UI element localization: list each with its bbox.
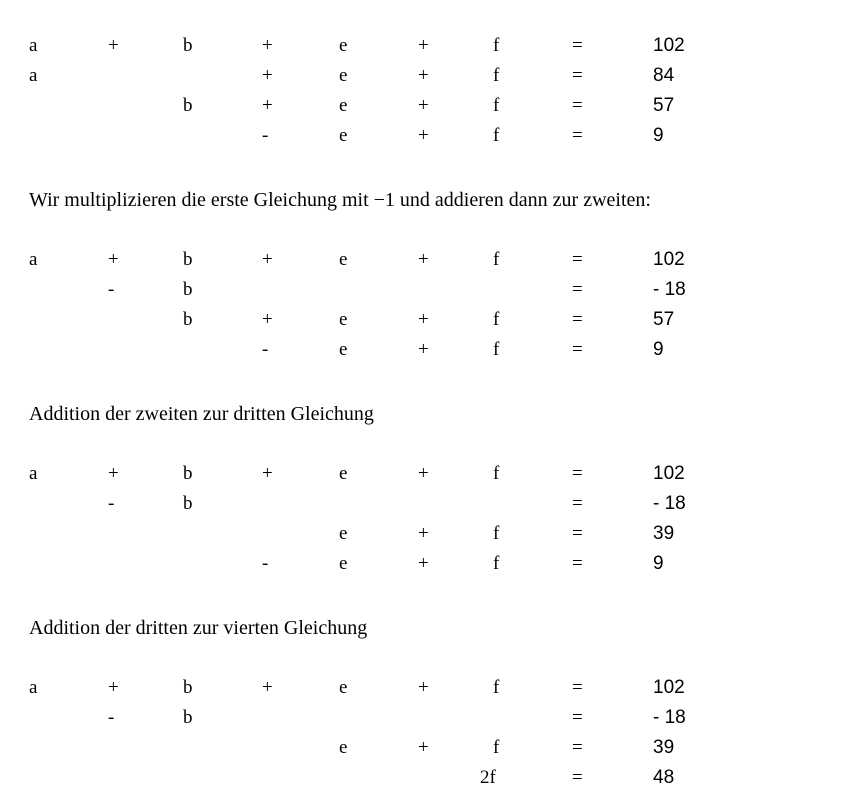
operator: + — [418, 35, 429, 56]
equation-row — [0, 459, 861, 489]
equation-system-1 — [0, 31, 861, 151]
term: f — [493, 125, 500, 146]
term: a — [29, 35, 38, 56]
operator: + — [108, 35, 119, 56]
operator: - — [108, 707, 115, 728]
equals-sign: = — [572, 767, 583, 788]
equals-sign: = — [572, 677, 583, 698]
operator: - — [262, 339, 269, 360]
operator: + — [108, 677, 119, 698]
equation-row — [0, 549, 861, 579]
term: f — [493, 249, 500, 270]
result-value: 102 — [653, 35, 685, 56]
result-value: 39 — [653, 737, 675, 758]
term: e — [339, 463, 348, 484]
term: e — [339, 737, 348, 758]
operator: + — [262, 309, 273, 330]
term: b — [183, 95, 193, 116]
result-value: 9 — [653, 125, 664, 146]
equation-system-2 — [0, 245, 861, 365]
equals-sign: = — [572, 553, 583, 574]
equation-row — [0, 245, 861, 275]
equals-sign: = — [572, 35, 583, 56]
equals-sign: = — [572, 95, 583, 116]
equals-sign: = — [572, 707, 583, 728]
explanation-text: Addition der zweiten zur dritten Gleichung — [29, 403, 374, 425]
term: f — [493, 677, 500, 698]
operator: - — [108, 279, 115, 300]
term: f — [493, 553, 500, 574]
term: 2f — [480, 767, 496, 788]
result-value: - 18 — [653, 493, 686, 514]
term: e — [339, 309, 348, 330]
term: b — [183, 309, 193, 330]
result-value: 9 — [653, 339, 664, 360]
equals-sign: = — [572, 279, 583, 300]
term: b — [183, 35, 193, 56]
explanation-text: Wir multiplizieren die erste Gleichung mit −1 und addieren dann zur zweiten: — [29, 189, 651, 211]
equals-sign: = — [572, 309, 583, 330]
operator: + — [418, 553, 429, 574]
result-value: 48 — [653, 767, 675, 788]
equation-row — [0, 61, 861, 91]
equation-row — [0, 121, 861, 151]
operator: + — [418, 463, 429, 484]
equation-row — [0, 733, 861, 763]
equation-system-4 — [0, 673, 861, 793]
equation-row — [0, 31, 861, 61]
term: f — [493, 523, 500, 544]
term: e — [339, 35, 348, 56]
result-value: 102 — [653, 677, 685, 698]
operator: + — [262, 65, 273, 86]
equation-row — [0, 673, 861, 703]
operator: + — [418, 737, 429, 758]
operator: + — [262, 249, 273, 270]
term: e — [339, 339, 348, 360]
term: a — [29, 677, 38, 698]
result-value: - 18 — [653, 707, 686, 728]
result-value: 9 — [653, 553, 664, 574]
operator: + — [108, 463, 119, 484]
operator: + — [418, 523, 429, 544]
operator: + — [262, 463, 273, 484]
term: e — [339, 65, 348, 86]
term: a — [29, 463, 38, 484]
equals-sign: = — [572, 523, 583, 544]
term: f — [493, 737, 500, 758]
equals-sign: = — [572, 463, 583, 484]
equation-row — [0, 91, 861, 121]
term: e — [339, 523, 348, 544]
term: f — [493, 339, 500, 360]
operator: - — [262, 125, 269, 146]
result-value: 57 — [653, 309, 675, 330]
result-value: 39 — [653, 523, 675, 544]
result-value: 102 — [653, 463, 685, 484]
operator: - — [108, 493, 115, 514]
term: b — [183, 677, 193, 698]
operator: + — [418, 677, 429, 698]
equation-row — [0, 305, 861, 335]
result-value: 84 — [653, 65, 675, 86]
equation-row — [0, 489, 861, 519]
operator: + — [418, 339, 429, 360]
result-value: - 18 — [653, 279, 686, 300]
term: f — [493, 463, 500, 484]
term: b — [183, 463, 193, 484]
equals-sign: = — [572, 737, 583, 758]
equation-row — [0, 703, 861, 733]
equals-sign: = — [572, 125, 583, 146]
equation-row — [0, 275, 861, 305]
result-value: 57 — [653, 95, 675, 116]
equation-row — [0, 335, 861, 365]
term: f — [493, 309, 500, 330]
operator: + — [262, 35, 273, 56]
term: e — [339, 95, 348, 116]
term: f — [493, 35, 500, 56]
term: a — [29, 65, 38, 86]
equals-sign: = — [572, 65, 583, 86]
term: e — [339, 125, 348, 146]
operator: + — [418, 95, 429, 116]
explanation-text: Addition der dritten zur vierten Gleichung — [29, 617, 368, 639]
equals-sign: = — [572, 493, 583, 514]
equals-sign: = — [572, 249, 583, 270]
operator: + — [108, 249, 119, 270]
operator: + — [262, 95, 273, 116]
term: a — [29, 249, 38, 270]
operator: + — [418, 309, 429, 330]
operator: - — [262, 553, 269, 574]
term: e — [339, 249, 348, 270]
term: e — [339, 553, 348, 574]
equation-row — [0, 763, 861, 793]
term: b — [183, 279, 193, 300]
operator: + — [418, 125, 429, 146]
equation-row — [0, 519, 861, 549]
term: e — [339, 677, 348, 698]
term: f — [493, 65, 500, 86]
operator: + — [262, 677, 273, 698]
term: b — [183, 493, 193, 514]
equals-sign: = — [572, 339, 583, 360]
term: b — [183, 249, 193, 270]
term: f — [493, 95, 500, 116]
result-value: 102 — [653, 249, 685, 270]
operator: + — [418, 65, 429, 86]
operator: + — [418, 249, 429, 270]
equation-system-3 — [0, 459, 861, 579]
term: b — [183, 707, 193, 728]
